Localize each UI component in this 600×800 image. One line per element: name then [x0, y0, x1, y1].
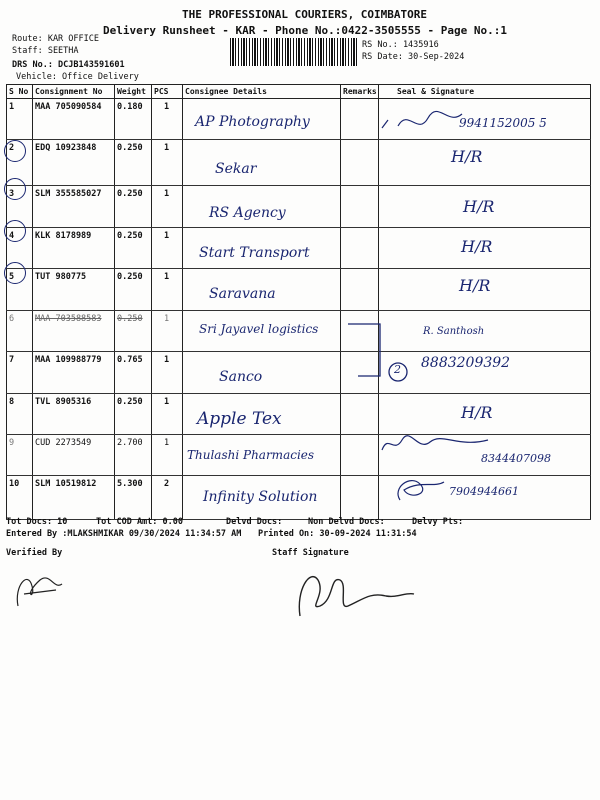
runsheet-table [6, 84, 591, 520]
row-seal [379, 186, 591, 228]
col-pcs: PCS [152, 85, 183, 99]
row-sno: 9 [7, 435, 33, 476]
row-sno: 6 [7, 311, 33, 352]
row-weight: 0.250 [115, 228, 152, 269]
row-consignee [183, 435, 341, 476]
row-remarks [341, 228, 379, 269]
table-row [7, 476, 591, 520]
row-sno: 7 [7, 352, 33, 394]
drs-number: DRS No.: DCJB143591601 [12, 60, 125, 70]
row-consignee [183, 186, 341, 228]
row-sno: 8 [7, 394, 33, 435]
row-consignment: SLM 10519812 [33, 476, 115, 520]
rs-date: RS Date: 30-Sep-2024 [362, 52, 465, 62]
row-consignment: MAA 705090584 [33, 99, 115, 140]
table-row [7, 228, 591, 269]
row-consignee [183, 394, 341, 435]
row-sno: 4 [7, 228, 33, 269]
row-consignee [183, 311, 341, 352]
row-pcs: 1 [152, 228, 183, 269]
row-consignment: EDQ 10923848 [33, 140, 115, 186]
row-remarks [341, 394, 379, 435]
row-weight: 0.180 [115, 99, 152, 140]
col-consignee: Consignee Details [183, 85, 341, 99]
row-sno: 2 [7, 140, 33, 186]
delivery-points: Delvy Pts: [412, 517, 464, 527]
signature-scribble [390, 470, 450, 506]
consignee-handwriting: Sekar [215, 161, 257, 177]
total-cod-amount: Tot COD Amt: 0.00 [96, 517, 183, 527]
entered-by: Entered By :MLAKSHMIKAR 09/30/2024 11:34:57 AM [6, 529, 242, 539]
runsheet-subtitle: Delivery Runsheet - KAR - Phone No.:0422-3505555 - Page No.:1 [103, 24, 507, 37]
table-row [7, 99, 591, 140]
route-label: Route: KAR OFFICE [12, 34, 99, 44]
staff-signature [290, 566, 420, 624]
row-consignee [183, 352, 341, 394]
col-sno: S No [7, 85, 33, 99]
consignee-handwriting: Sanco [219, 369, 263, 385]
seal-handwriting: 8883209392 [421, 355, 511, 371]
signature-scribble [378, 106, 468, 136]
consignee-handwriting: RS Agency [209, 205, 286, 221]
printed-on: Printed On: 30-09-2024 11:31:54 [258, 529, 417, 539]
seal-handwriting: 8344407098 [481, 452, 551, 465]
table-row [7, 352, 591, 394]
row-pcs: 1 [152, 269, 183, 311]
sno-circle-mark [4, 178, 26, 200]
row-remarks [341, 476, 379, 520]
row-weight: 5.300 [115, 476, 152, 520]
row-weight: 0.250 [115, 394, 152, 435]
seal-handwriting: H/R [461, 403, 493, 422]
row-consignment: CUD 2273549 [33, 435, 115, 476]
col-consignment: Consignment No [33, 85, 115, 99]
row-consignment: SLM 355585027 [33, 186, 115, 228]
col-remarks: Remarks [341, 85, 379, 99]
row-pcs: 1 [152, 352, 183, 394]
row-sno: 1 [7, 99, 33, 140]
table-row [7, 186, 591, 228]
row-remarks [341, 435, 379, 476]
consignee-handwriting: Thulashi Pharmacies [187, 448, 315, 462]
row-sno: 10 [7, 476, 33, 520]
row-weight: 2.700 [115, 435, 152, 476]
seal-handwriting: H/R [451, 147, 483, 166]
row-pcs: 1 [152, 311, 183, 352]
row-consignee [183, 476, 341, 520]
row-pcs: 1 [152, 435, 183, 476]
table-row [7, 140, 591, 186]
row-sno: 3 [7, 186, 33, 228]
sno-circle-mark [4, 220, 26, 242]
table-row [7, 311, 591, 352]
consignee-handwriting: Sri Jayavel logistics [199, 322, 319, 336]
consignee-handwriting: Apple Tex [197, 409, 282, 429]
table-row [7, 269, 591, 311]
circled-number: 2 [394, 363, 401, 376]
staff-label: Staff: SEETHA [12, 46, 79, 56]
row-remarks [341, 186, 379, 228]
seal-handwriting: H/R [459, 276, 491, 295]
row-remarks [341, 269, 379, 311]
seal-handwriting: 9941152005 5 [459, 116, 547, 130]
row-consignment: MAA 109988779 [33, 352, 115, 394]
row-consignee [183, 228, 341, 269]
row-consignee [183, 269, 341, 311]
table-row [7, 394, 591, 435]
consignee-handwriting: AP Photography [195, 114, 310, 130]
consignee-handwriting: Infinity Solution [203, 489, 318, 505]
row-pcs: 1 [152, 99, 183, 140]
row-pcs: 1 [152, 186, 183, 228]
row-bracket-mark [340, 318, 430, 384]
consignee-handwriting: Start Transport [199, 245, 310, 261]
sno-circle-mark [4, 262, 26, 284]
row-consignment: KLK 8178989 [33, 228, 115, 269]
row-weight: 0.765 [115, 352, 152, 394]
verifier-signature [10, 566, 70, 610]
company-title: THE PROFESSIONAL COURIERS, COIMBATORE [182, 8, 428, 21]
delivered-docs: Delvd Docs: [226, 517, 283, 527]
row-consignment: TUT 980775 [33, 269, 115, 311]
seal-handwriting: R. Santhosh [423, 326, 485, 337]
row-consignee [183, 140, 341, 186]
row-consignment: TVL 8905316 [33, 394, 115, 435]
seal-handwriting: H/R [463, 197, 495, 216]
row-pcs: 2 [152, 476, 183, 520]
row-seal [379, 394, 591, 435]
total-docs: Tot Docs: 10 [6, 517, 68, 527]
row-sno: 5 [7, 269, 33, 311]
row-pcs: 1 [152, 394, 183, 435]
row-consignment: MAA 703588583 [33, 311, 115, 352]
row-weight: 0.250 [115, 269, 152, 311]
col-seal: Seal & Signature [379, 85, 591, 99]
row-seal [379, 228, 591, 269]
table-header-row [7, 85, 591, 99]
row-seal [379, 269, 591, 311]
barcode [230, 38, 358, 66]
staff-signature-label: Staff Signature [272, 548, 349, 558]
row-weight: 0.250 [115, 186, 152, 228]
verified-by-label: Verified By [6, 548, 63, 558]
row-consignee [183, 99, 341, 140]
sno-circle-mark [4, 140, 26, 162]
row-pcs: 1 [152, 140, 183, 186]
vehicle-label: Vehicle: Office Delivery [16, 72, 139, 82]
row-seal [379, 140, 591, 186]
non-delivered-docs: Non Delvd Docs: [308, 517, 385, 527]
consignee-handwriting: Saravana [209, 286, 276, 302]
seal-handwriting: 7904944661 [449, 485, 519, 498]
row-weight: 0.250 [115, 311, 152, 352]
signature-scribble [378, 430, 498, 458]
row-remarks [341, 140, 379, 186]
seal-handwriting: H/R [461, 237, 493, 256]
row-weight: 0.250 [115, 140, 152, 186]
row-remarks [341, 99, 379, 140]
table-row [7, 435, 591, 476]
col-weight: Weight [115, 85, 152, 99]
rs-number: RS No.: 1435916 [362, 40, 439, 50]
